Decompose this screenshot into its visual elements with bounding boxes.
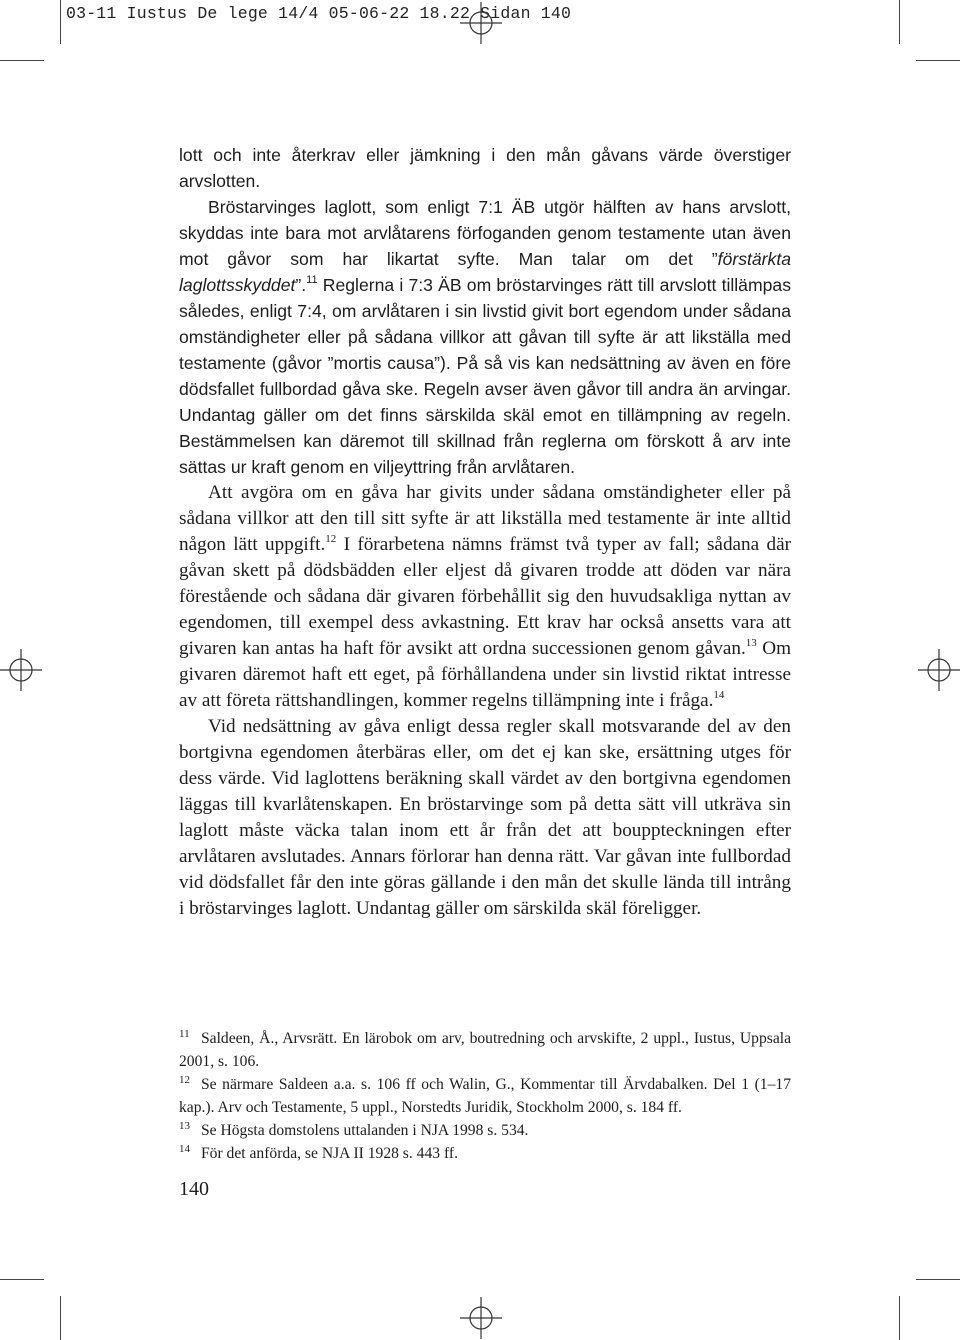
emphasis: förstärkta laglottsskyddet [179,249,791,295]
footnotes [179,1027,791,1165]
paragraph: Bröstarvinges laglott, som enligt 7:1 ÄB utgör hälften av hans arvslott, skyddas inte bara mot arvlåtarens förfoganden genom testamente utan även mot gåvor som har likartat syfte. Man talar om det ”förstärkta laglottsskyddet”.$^{11}$ Reglerna i 7:3 ÄB om bröstarvinges rätt till arvslott tillämpas således, enligt 7:4, om arvlåtaren i sin livstid givit bort egendom under sådana omständigheter eller på sådana villkor att gåvan till syfte är att likställa med testamente (gåvor ”mortis causa”). På så vis kan nedsättning av även en före dödsfallet fullbordad gåva ske. Regeln avser även gåvor till andra än arvingar. Undantag gäller om det finns särskilda skäl emot en tillämpning av regeln. Bestämmelsen kan däremot till skillnad från reglerna om förskott å arv inte sättas ur kraft genom en viljeyttring från arvlåtaren. [179,197,791,477]
body-text [179,142,791,922]
registration-mark-right [918,649,960,691]
paragraph: Att avgöra om en gåva har givits under sådana omständigheter eller på sådana villkor att den till sitt syfte är att likställa med testamente är inte alltid någon lätt uppgift.$^{12}$ I förarbetena nämns främst två typer av fall; sådana där gåvan skett på dödsbädden eller eljest då givaren trodde att döden var nära förestående och sådana där givaren förbehållit sig den huvudsakliga nyttan av egendomen, till exempel dess avkastning. Ett krav har också ansetts vara att givaren kan antas ha haft för avsikt att ordna successionen genom gåvan.$^{13}$ Om givaren däremot haft ett eget, på förhållandena under sin livstid riktat intresse av att företa rättshandlingen, kommer regelns tillämpning inte i fråga.$^{14}$ [179,482,791,711]
footnote: 11 Saldeen, Å., Arvsrätt. En lärobok om arv, boutredning och arvskifte, 2 uppl., Iustus, Uppsala 2001, s. 106. [179,1027,791,1070]
paragraph: Vid nedsättning av gåva enligt dessa regler skall motsvarande del av den bortgivna egendomen återbäras eller, om det ej kan ske, ersättning utges för dess värde. Vid laglottens beräkning skall värdet av den bortgivna egendomen läggas till kvarlåtenskapen. En bröstarvinge som på detta sätt vill utkräva sin laglott måste väcka talan inom ett år från det att bouppteckningen efter arvlåtaren avslutades. Annars förlorar han denna rätt. Var gåvan inte fullbordad vid dödsfallet får den inte göras gällande i den mån det skulle lända till intrång i bröstarvinges laglott. Undantag gäller om särskilda skäl föreligger. [179,716,791,919]
registration-mark-left [0,649,42,691]
paragraph: lott och inte återkrav eller jämkning i den mån gåvans värde överstiger arvslotten. [179,145,791,191]
registration-mark-bottom [460,1297,502,1339]
footnote: 12 Se närmare Saldeen a.a. s. 106 ff och Walin, G., Kommentar till Ärvdabalken. Del 1 (1–17 kap.). Arv och Testamente, 5 uppl., Norstedts Juridik, Stockholm 2000, s. 184 ff. [179,1073,791,1116]
registration-mark-top [460,2,502,44]
print-slug: 03-11 Iustus De lege 14/4 05-06-22 18.22 Sidan 140 [66,4,572,23]
footnote-ref: 14 [713,688,725,701]
footnote: 14 För det anförda, se NJA II 1928 s. 443 ff. [179,1142,458,1162]
footnote-ref: 13 [745,636,757,649]
page-number: 140 [179,1178,209,1200]
footnote-ref: 12 [325,532,337,545]
footnote-ref: 11 [306,274,318,287]
footnote: 13 Se Högsta domstolens uttalanden i NJA 1998 s. 534. [179,1119,529,1139]
